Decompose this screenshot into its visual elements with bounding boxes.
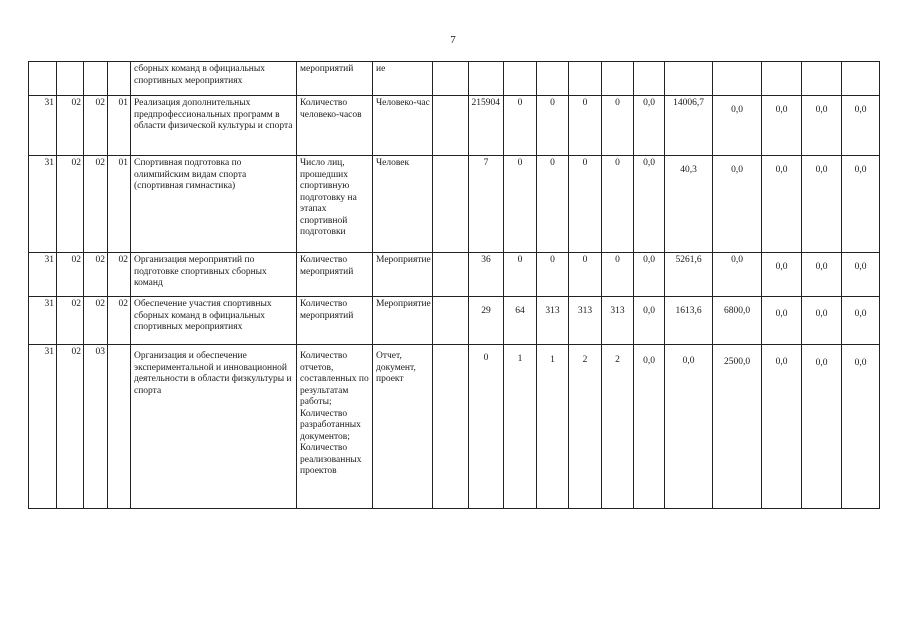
value-cell: 0,0 <box>802 253 842 297</box>
unit-of-measure: Мероприятие <box>373 253 433 297</box>
value-cell: 0,0 <box>802 156 842 253</box>
code-3: 02 <box>84 253 108 297</box>
value-cell: 313 <box>569 297 602 345</box>
value-cell: 64 <box>504 297 537 345</box>
activity-name: Организация мероприятий по подготовке спортивных сборных команд <box>131 253 297 297</box>
indicator-name: Число лиц, прошедших спортивную подготовку на этапах спортивной подготовки <box>297 156 373 253</box>
value-cell: 0,0 <box>665 345 713 509</box>
value-cell: 0,0 <box>713 253 762 297</box>
code-4: 01 <box>108 156 131 253</box>
blank-cell <box>433 345 469 509</box>
value-cell: 313 <box>537 297 569 345</box>
value-cell: 0,0 <box>634 156 665 253</box>
value-cell: 0 <box>602 96 634 156</box>
code-4: 02 <box>108 253 131 297</box>
code-2: 02 <box>57 345 84 509</box>
value-cell: 0,0 <box>634 253 665 297</box>
value-cell <box>762 62 802 96</box>
code-1 <box>29 62 57 96</box>
indicator-name: Количество мероприятий <box>297 297 373 345</box>
code-4: 01 <box>108 96 131 156</box>
value-cell: 1 <box>504 345 537 509</box>
value-cell: 0,0 <box>634 345 665 509</box>
program-table <box>28 61 880 509</box>
value-cell: 0,0 <box>634 297 665 345</box>
value-cell <box>537 62 569 96</box>
activity-name: Организация и обеспечение экспериментальной и инновационной деятельности в области физкультуры и спорта <box>131 345 297 509</box>
value-cell: 0 <box>602 253 634 297</box>
value-cell <box>469 62 504 96</box>
code-3: 02 <box>84 297 108 345</box>
code-1: 31 <box>29 156 57 253</box>
value-cell: 0 <box>537 96 569 156</box>
unit-of-measure: Мероприятие <box>373 297 433 345</box>
activity-name: Реализация дополнительных предпрофессиональных программ в области физической культуры и спорта <box>131 96 297 156</box>
indicator-name: Количество мероприятий <box>297 253 373 297</box>
value-cell: 2 <box>569 345 602 509</box>
value-cell <box>569 62 602 96</box>
value-cell <box>634 62 665 96</box>
unit-of-measure: Человек <box>373 156 433 253</box>
activity-name: Обеспечение участия спортивных сборных команд в официальных спортивных мероприятиях <box>131 297 297 345</box>
code-3: 02 <box>84 156 108 253</box>
table-row <box>29 297 880 345</box>
value-cell: 0 <box>504 156 537 253</box>
value-cell: 29 <box>469 297 504 345</box>
value-cell: 313 <box>602 297 634 345</box>
value-cell: 6800,0 <box>713 297 762 345</box>
value-cell: 0 <box>569 253 602 297</box>
code-2: 02 <box>57 253 84 297</box>
value-cell: 0,0 <box>842 297 880 345</box>
value-cell: 0,0 <box>802 345 842 509</box>
value-cell: 1 <box>537 345 569 509</box>
blank-cell <box>433 62 469 96</box>
value-cell: 0,0 <box>842 156 880 253</box>
indicator-name: Количество человеко-часов <box>297 96 373 156</box>
value-cell: 2 <box>602 345 634 509</box>
value-cell: 0 <box>537 253 569 297</box>
value-cell: 5261,6 <box>665 253 713 297</box>
unit-of-measure: Человеко-час <box>373 96 433 156</box>
table-row <box>29 62 880 96</box>
value-cell: 40,3 <box>665 156 713 253</box>
value-cell: 0 <box>504 96 537 156</box>
value-cell <box>602 62 634 96</box>
value-cell: 0,0 <box>842 96 880 156</box>
code-3 <box>84 62 108 96</box>
value-cell: 14006,7 <box>665 96 713 156</box>
value-cell: 0,0 <box>762 297 802 345</box>
value-cell <box>842 62 880 96</box>
code-4: 02 <box>108 297 131 345</box>
blank-cell <box>433 253 469 297</box>
page-number: 7 <box>450 34 456 46</box>
value-cell: 0,0 <box>842 345 880 509</box>
code-1: 31 <box>29 253 57 297</box>
value-cell: 0,0 <box>802 297 842 345</box>
unit-of-measure: Отчет, документ, проект <box>373 345 433 509</box>
value-cell <box>713 62 762 96</box>
code-3: 03 <box>84 345 108 509</box>
value-cell <box>802 62 842 96</box>
code-3: 02 <box>84 96 108 156</box>
value-cell: 0,0 <box>802 96 842 156</box>
value-cell: 0,0 <box>762 253 802 297</box>
value-cell: 0,0 <box>713 156 762 253</box>
code-2 <box>57 62 84 96</box>
code-1: 31 <box>29 297 57 345</box>
value-cell: 0 <box>569 156 602 253</box>
table-row <box>29 156 880 253</box>
code-1: 31 <box>29 345 57 509</box>
value-cell: 0,0 <box>634 96 665 156</box>
activity-name: сборных команд в официальных спортивных мероприятиях <box>131 62 297 96</box>
value-cell: 0,0 <box>762 96 802 156</box>
value-cell: 0,0 <box>713 96 762 156</box>
value-cell <box>504 62 537 96</box>
value-cell: 0 <box>602 156 634 253</box>
value-cell: 1613,6 <box>665 297 713 345</box>
code-1: 31 <box>29 96 57 156</box>
value-cell: 0 <box>569 96 602 156</box>
code-2: 02 <box>57 297 84 345</box>
value-cell: 0,0 <box>762 156 802 253</box>
blank-cell <box>433 156 469 253</box>
value-cell: 7 <box>469 156 504 253</box>
value-cell: 215904 <box>469 96 504 156</box>
blank-cell <box>433 297 469 345</box>
code-4 <box>108 62 131 96</box>
blank-cell <box>433 96 469 156</box>
value-cell: 0,0 <box>762 345 802 509</box>
table-row <box>29 96 880 156</box>
value-cell <box>665 62 713 96</box>
activity-name: Спортивная подготовка по олимпийским видам спорта (спортивная гимнастика) <box>131 156 297 253</box>
table-row <box>29 253 880 297</box>
code-4 <box>108 345 131 509</box>
indicator-name: мероприятий <box>297 62 373 96</box>
value-cell: 2500,0 <box>713 345 762 509</box>
value-cell: 0 <box>504 253 537 297</box>
value-cell: 36 <box>469 253 504 297</box>
value-cell: 0 <box>537 156 569 253</box>
indicator-name: Количество отчетов, составленных по результатам работы; Количество разработанных документов; Количество реализованных проектов <box>297 345 373 509</box>
code-2: 02 <box>57 156 84 253</box>
value-cell: 0 <box>469 345 504 509</box>
code-2: 02 <box>57 96 84 156</box>
table-row <box>29 345 880 509</box>
unit-of-measure: ие <box>373 62 433 96</box>
value-cell: 0,0 <box>842 253 880 297</box>
